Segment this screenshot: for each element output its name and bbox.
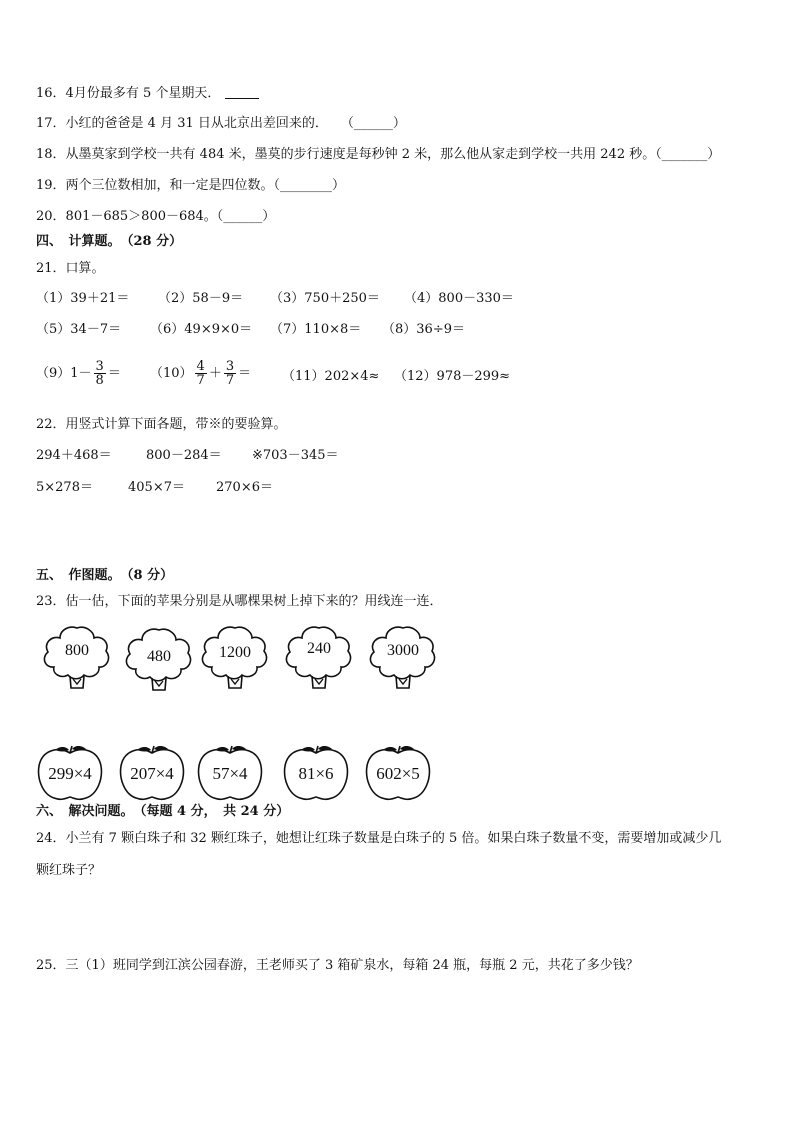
apple-299x4[interactable]: [36, 744, 104, 802]
fraction: $\frac{4}{7}$: [196, 359, 205, 388]
q21-item-12: （12）978－299≈: [394, 369, 511, 384]
question-22-title: 22．用竖式计算下面各题，带※的要验算。: [36, 417, 287, 432]
question-23-title: 23．估一估，下面的苹果分别是从哪棵果树上掉下来的？用线连一连．: [36, 594, 443, 609]
tree-240[interactable]: [284, 624, 354, 690]
tree-1200[interactable]: [200, 624, 270, 690]
q21-item-1: （1）39＋21＝: [36, 291, 130, 306]
q21-item-5: （5）34－7＝: [36, 322, 122, 337]
fraction: $\frac{3}{8}$: [95, 359, 104, 388]
q22-item-4: 5×278＝: [36, 480, 93, 495]
section-6-heading: 六、 解决问题。 （每题 4 分， 共 24 分）: [36, 804, 290, 819]
tree-480[interactable]: [124, 626, 194, 692]
apple-expression: 299×4: [48, 764, 92, 783]
q21-item-7: （7）110×8＝: [270, 322, 362, 337]
q22-item-6: 270×6＝: [216, 480, 273, 495]
fraction: $\frac{3}{7}$: [225, 359, 235, 388]
q22-item-2: 800－284＝: [146, 448, 222, 463]
apple-81x6[interactable]: [282, 744, 350, 802]
tree-number: 240: [307, 640, 331, 657]
q21-item-4: （4）800－330＝: [404, 291, 514, 306]
question-16: [36, 85, 259, 103]
question-25: 25．三（1）班同学到江滨公园春游，王老师买了 3 箱矿泉水，每箱 24 瓶，每瓶 2 元，共花了多少钱？: [36, 958, 639, 973]
question-16-text: 16．4月份最多有 5 个星期天．: [36, 86, 221, 101]
question-24-line-2: 颗红珠子？: [36, 863, 102, 878]
tree-800[interactable]: [42, 624, 112, 690]
tree-number: 480: [147, 648, 171, 665]
q21-item-11: （11）202×4≈: [282, 369, 380, 384]
section-4-heading: 四、 计算题。 （28 分）: [36, 234, 183, 249]
apple-207x4[interactable]: [118, 744, 186, 802]
q21-item-8: （8）36÷9＝: [382, 322, 465, 337]
question-20: 20．801－685＞800－684。（______）: [36, 209, 276, 224]
tree-number: 1200: [219, 644, 251, 661]
apple-expression: 57×4: [212, 764, 248, 783]
q21-item-9: （9）1－ $\frac{3}{8}$ ＝: [36, 359, 121, 388]
apple-expression: 207×4: [130, 764, 174, 783]
q21-item-10: （10） $\frac{4}{7}$ ＋ $\frac{3}{7}$ ＝: [150, 359, 252, 388]
tree-number: 3000: [387, 642, 419, 659]
apple-602x5[interactable]: [364, 744, 432, 802]
question-19: 19．两个三位数相加，和一定是四位数。（________）: [36, 178, 346, 193]
apple-expression: 602×5: [376, 764, 420, 783]
question-21-title: 21．口算。: [36, 261, 105, 276]
question-18: 18．从墨莫家到学校一共有 484 米，墨莫的步行速度是每秒钟 2 米，那么他从家走到学校一共用 242 秒。（_______）: [36, 147, 721, 162]
question-24-line-1: 24．小兰有 7 颗白珠子和 32 颗红珠子，她想让红珠子数量是白珠子的 5 倍。如果白珠子数量不变，需要增加或减少几: [36, 831, 722, 846]
q22-item-1: 294＋468＝: [36, 448, 112, 463]
section-5-heading: 五、 作图题。 （8 分）: [36, 568, 174, 583]
tree-3000[interactable]: [368, 624, 438, 690]
apple-57x4[interactable]: [196, 744, 264, 802]
q22-item-5: 405×7＝: [128, 480, 185, 495]
q21-item-6: （6）49×9×0＝: [150, 322, 253, 337]
question-17: 17．小红的爸爸是 4 月 31 日从北京出差回来的． （______）: [36, 116, 406, 131]
apple-expression: 81×6: [298, 764, 334, 783]
q22-item-3: ※703－345＝: [252, 448, 339, 463]
answer-blank[interactable]: [225, 85, 259, 99]
q21-item-2: （2）58－9＝: [158, 291, 244, 306]
q21-item-3: （3）750＋250＝: [270, 291, 380, 306]
tree-number: 800: [65, 642, 89, 659]
